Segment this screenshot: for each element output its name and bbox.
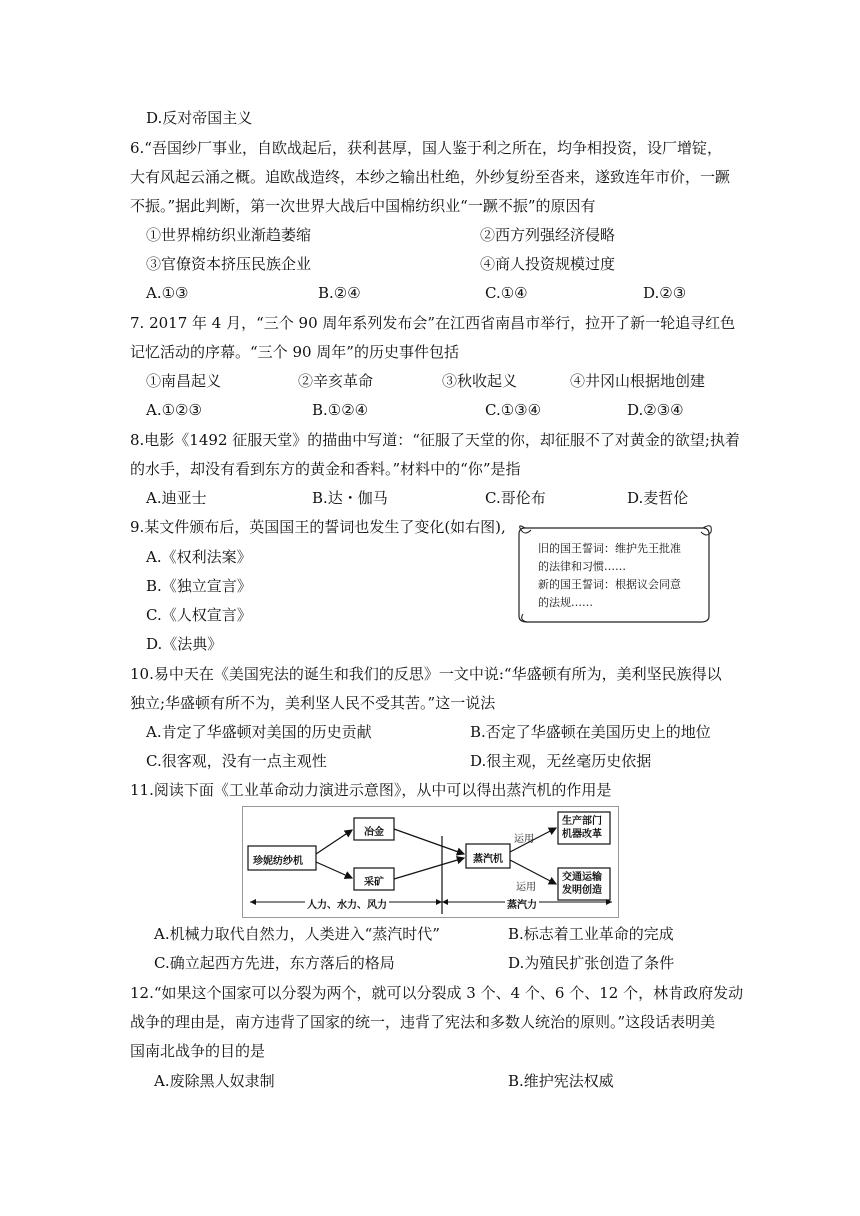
q6-option-b: B.②④ xyxy=(318,284,361,302)
q9-option-c: C.《人权宣言》 xyxy=(146,606,252,624)
q7-option-b: B.①②④ xyxy=(312,401,369,419)
q7-item-3: ③秋收起义 xyxy=(442,372,518,390)
q12-stem-line-2: 战争的理由是，南方违背了国家的统一，违背了宪法和多数人统治的原则。”这段话表明美 xyxy=(130,1013,716,1031)
q7-item-4: ④井冈山根据地创建 xyxy=(570,372,706,390)
q7-option-c: C.①③④ xyxy=(485,401,542,419)
q6-stem-line-3: 不振。”据此判断，第一次世界大战后中国棉纺织业“一蹶不振”的原因有 xyxy=(130,197,596,215)
scroll-line-1: 旧的国王誓词：维护先王批准 xyxy=(538,542,681,555)
q6-item-3: ③官僚资本挤压民族企业 xyxy=(146,255,312,273)
q10-stem-line-2: 独立;华盛顿有所不为，美利坚人民不受其苦。”这一说法 xyxy=(130,694,496,712)
q7-option-a: A.①②③ xyxy=(146,401,202,419)
q11-option-c: C.确立起西方先进，东方落后的格局 xyxy=(154,954,395,972)
q8-option-c: C.哥伦布 xyxy=(485,489,546,507)
diagram-mining: 采矿 xyxy=(364,877,384,888)
diagram-applied-upper: 运用 xyxy=(514,834,534,845)
scroll-line-3: 新的国王誓词：根据议会同意 xyxy=(538,578,681,591)
q8-stem-line-2: 的水手，却没有看到东方的黄金和香料。”材料中的“你”是指 xyxy=(130,460,521,478)
q10-option-a: A.肯定了华盛顿对美国的历史贡献 xyxy=(146,723,372,741)
q10-option-b: B.否定了华盛顿在美国历史上的地位 xyxy=(470,723,711,741)
q5-option-d: D.反对帝国主义 xyxy=(146,109,253,127)
q6-stem-line-1: 6.“吾国纱厂事业，自欧战起后，获利甚厚，国人鉴于利之所在，均争相投资，设厂增锭， xyxy=(130,139,722,157)
q6-option-d: D.②③ xyxy=(643,284,687,302)
q6-item-2: ②西方列强经济侵略 xyxy=(480,226,616,244)
q10-stem-line-1: 10.易中天在《美国宪法的诞生和我们的反思》一文中说:“华盛顿有所为，美利坚民族得以 xyxy=(130,665,722,683)
q10-option-c: C.很客观，没有一点主观性 xyxy=(146,752,327,770)
diagram-spinning-jenny: 珍妮纺纱机 xyxy=(253,856,303,867)
q12-stem-line-1: 12.“如果这个国家可以分裂为两个，就可以分裂成 3 个、4 个、6 个、12 个，林肯政府发动 xyxy=(130,984,744,1002)
q10-option-d: D.很主观，无丝毫历史依据 xyxy=(470,752,652,770)
q11-option-d: D.为殖民扩张创造了条件 xyxy=(508,954,675,972)
q8-option-b: B.达・伽马 xyxy=(312,489,388,507)
q7-item-2: ②辛亥革命 xyxy=(298,372,374,390)
q6-item-1: ①世界棉纺织业渐趋萎缩 xyxy=(146,226,312,244)
scroll-line-4: 的法规…… xyxy=(538,596,593,609)
q7-stem-line-2: 记忆活动的序幕。“三个 90 周年”的历史事件包括 xyxy=(130,343,459,361)
diagram-metallurgy: 冶金 xyxy=(364,827,384,838)
diagram-steam-engine: 蒸汽机 xyxy=(473,854,503,865)
q8-stem-line-1: 8.电影《1492 征服天堂》的描曲中写道：“征服了天堂的你，却征服不了对黄金的欲望;执着 xyxy=(130,431,740,449)
q7-stem-line-1: 7. 2017 年 4 月，“三个 90 周年系列发布会”在江西省南昌市举行，拉开了新一轮追寻红色 xyxy=(130,314,736,332)
q6-item-4: ④商人投资规模过度 xyxy=(480,255,616,273)
q9-option-d: D.《法典》 xyxy=(146,635,223,653)
q6-option-c: C.①④ xyxy=(485,284,528,302)
q11-stem: 11.阅读下面《工业革命动力演进示意图》，从中可以得出蒸汽机的作用是 xyxy=(130,781,612,799)
scroll-line-2: 的法律和习惯…… xyxy=(538,560,626,573)
diagram-era-left: 人力、水力、风力 xyxy=(305,896,389,911)
diagram-production-reform: 生产部门机器改革 xyxy=(562,816,602,840)
q9-stem: 9.某文件颁布后，英国国王的誓词也发生了变化(如右图), xyxy=(130,518,506,536)
diagram-transport-invention: 交通运输发明创造 xyxy=(562,872,602,896)
q9-option-a: A.《权利法案》 xyxy=(146,548,252,566)
q9-option-b: B.《独立宣言》 xyxy=(146,577,252,595)
q6-option-a: A.①③ xyxy=(146,284,189,302)
q7-item-1: ①南昌起义 xyxy=(146,372,222,390)
diagram-applied-lower: 运用 xyxy=(516,882,536,893)
q6-stem-line-2: 大有风起云涌之概。追欧战造终，本纱之输出杜绝，外纱复纷至沓来，遂致连年市价，一蹶 xyxy=(130,168,731,186)
q12-option-b: B.维护宪法权威 xyxy=(508,1072,614,1090)
q11-option-b: B.标志着工业革命的完成 xyxy=(508,925,674,943)
diagram-era-right: 蒸汽力 xyxy=(505,896,539,911)
q7-option-d: D.②③④ xyxy=(627,401,684,419)
q11-option-a: A.机械力取代自然力，人类进入“蒸汽时代” xyxy=(154,925,440,943)
q12-option-a: A.废除黑人奴隶制 xyxy=(154,1072,275,1090)
q8-option-d: D.麦哲伦 xyxy=(627,489,689,507)
q8-option-a: A.迪亚士 xyxy=(146,489,207,507)
q12-stem-line-3: 国南北战争的目的是 xyxy=(130,1042,266,1060)
